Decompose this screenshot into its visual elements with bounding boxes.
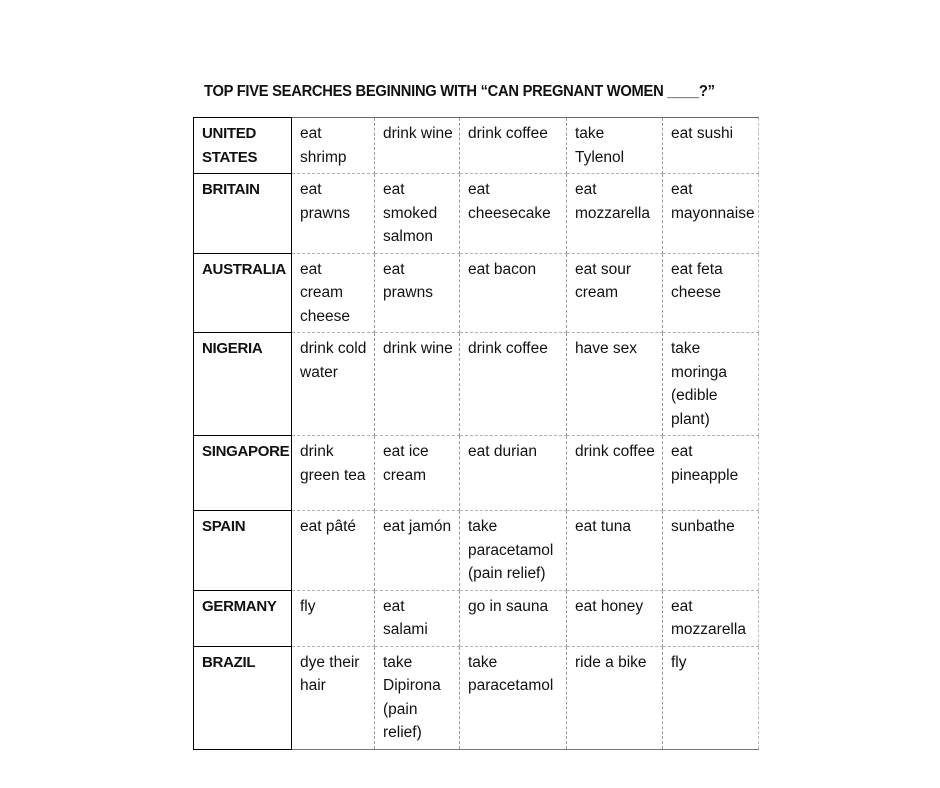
search-cell: eat shrimp	[292, 118, 375, 174]
country-label: BRITAIN	[194, 174, 292, 254]
search-cell: eat sushi	[663, 118, 759, 174]
search-cell: eat mozzarella	[567, 174, 663, 254]
search-cell: drink wine	[375, 333, 460, 436]
table-row	[194, 333, 759, 436]
search-cell: eat jamón	[375, 511, 460, 591]
search-cell: eat tuna	[567, 511, 663, 591]
search-cell: drink green tea	[292, 436, 375, 511]
search-cell: fly	[663, 646, 759, 749]
search-cell: eat pâté	[292, 511, 375, 591]
search-cell: eat durian	[460, 436, 567, 511]
search-cell: drink coffee	[567, 436, 663, 511]
country-label: GERMANY	[194, 590, 292, 646]
search-cell: dye their hair	[292, 646, 375, 749]
table-row	[194, 511, 759, 591]
search-cell: have sex	[567, 333, 663, 436]
search-cell: sunbathe	[663, 511, 759, 591]
search-cell: eat feta cheese	[663, 253, 759, 333]
search-cell: fly	[292, 590, 375, 646]
country-label: SINGAPORE	[194, 436, 292, 511]
search-cell: eat smoked salmon	[375, 174, 460, 254]
search-cell: eat bacon	[460, 253, 567, 333]
country-label: AUSTRALIA	[194, 253, 292, 333]
search-cell: take paracetamol	[460, 646, 567, 749]
country-label: NIGERIA	[194, 333, 292, 436]
table-row	[194, 436, 759, 511]
search-cell: eat cream cheese	[292, 253, 375, 333]
search-cell: drink coffee	[460, 333, 567, 436]
search-cell: eat pineapple	[663, 436, 759, 511]
table-row	[194, 253, 759, 333]
table-row	[194, 646, 759, 749]
search-cell: eat cheesecake	[460, 174, 567, 254]
search-cell: take paracetamol (pain relief)	[460, 511, 567, 591]
table-row	[194, 590, 759, 646]
table-row	[194, 174, 759, 254]
table-title: TOP FIVE SEARCHES BEGINNING WITH “CAN PREGNANT WOMEN ____?”	[204, 83, 715, 100]
search-cell: take moringa (edible plant)	[663, 333, 759, 436]
search-cell: eat mozzarella	[663, 590, 759, 646]
search-cell: eat sour cream	[567, 253, 663, 333]
searches-table	[193, 117, 759, 750]
country-label: SPAIN	[194, 511, 292, 591]
search-cell: go in sauna	[460, 590, 567, 646]
table-row	[194, 118, 759, 174]
search-cell: eat salami	[375, 590, 460, 646]
search-cell: eat prawns	[292, 174, 375, 254]
country-label: UNITED STATES	[194, 118, 292, 174]
search-cell: take Dipirona (pain relief)	[375, 646, 460, 749]
search-cell: take Tylenol	[567, 118, 663, 174]
search-cell: drink coffee	[460, 118, 567, 174]
search-cell: eat mayonnaise	[663, 174, 759, 254]
search-cell: ride a bike	[567, 646, 663, 749]
search-cell: drink wine	[375, 118, 460, 174]
search-cell: eat honey	[567, 590, 663, 646]
country-label: BRAZIL	[194, 646, 292, 749]
search-cell: drink cold water	[292, 333, 375, 436]
search-cell: eat prawns	[375, 253, 460, 333]
search-cell: eat ice cream	[375, 436, 460, 511]
